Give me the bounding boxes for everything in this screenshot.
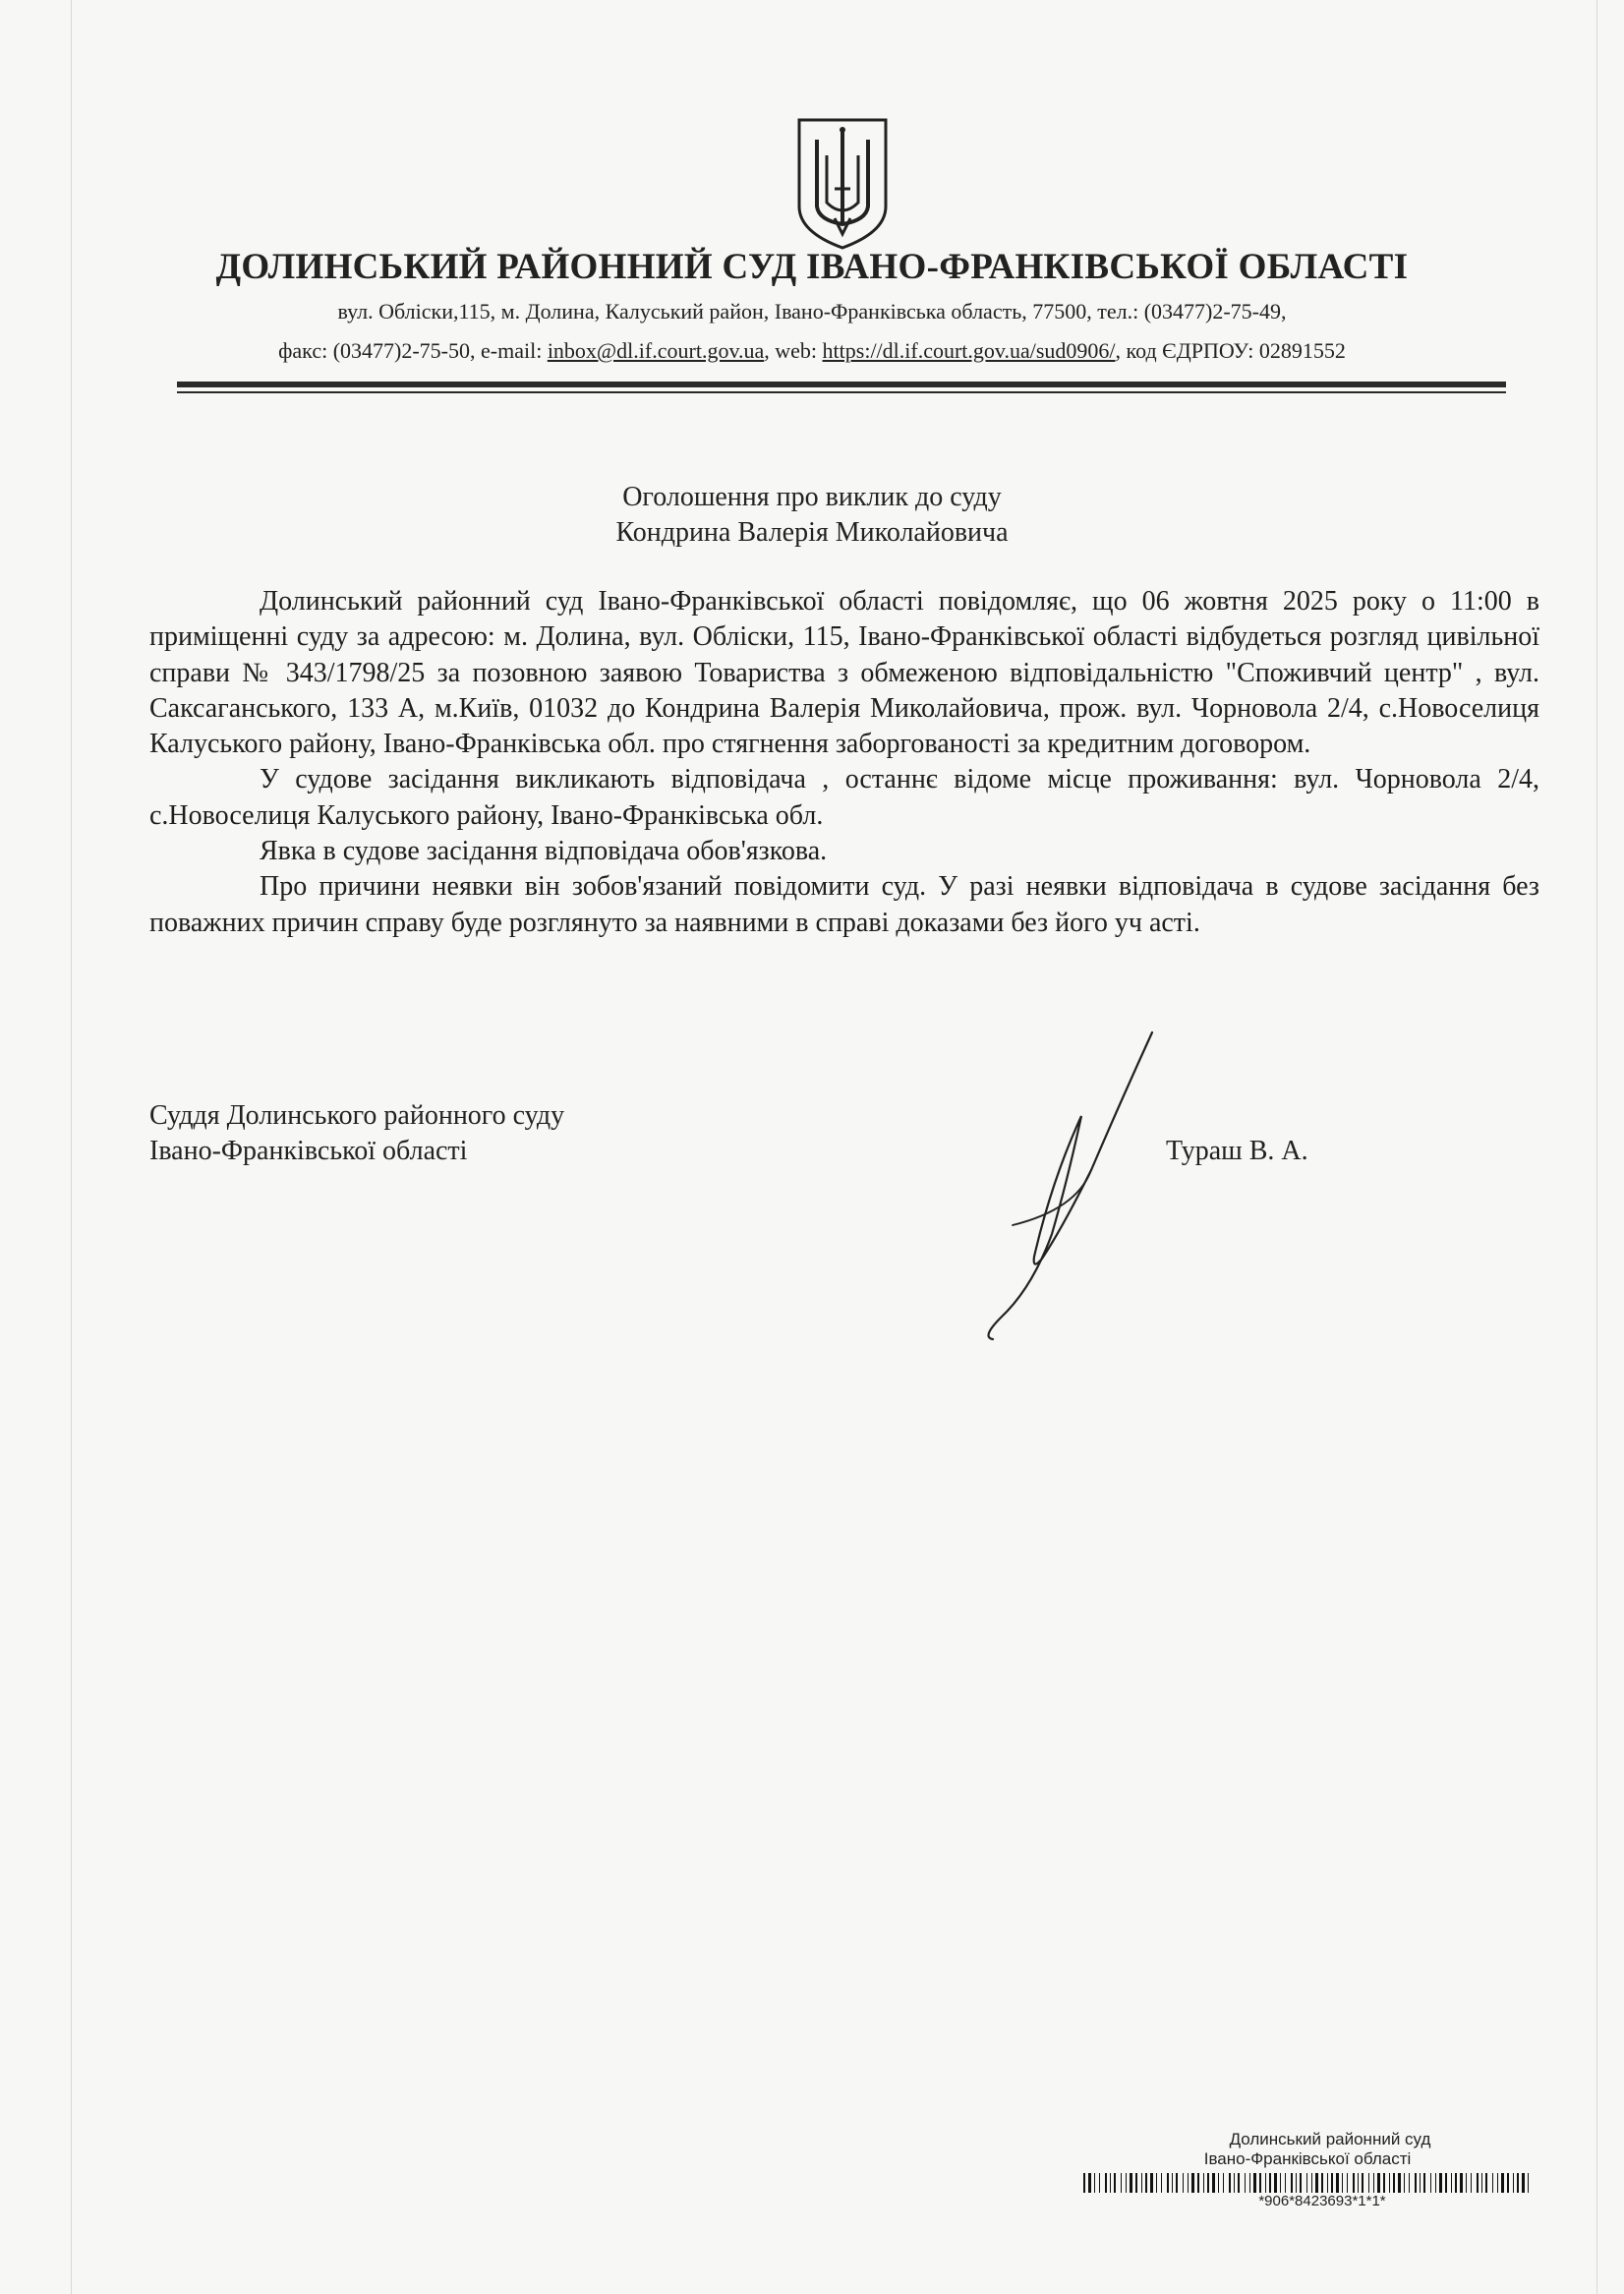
header-divider-thin xyxy=(177,391,1506,393)
email-link[interactable]: inbox@dl.if.court.gov.ua xyxy=(547,338,765,363)
stamp-region: Івано-Франківської області xyxy=(1203,2149,1412,2168)
header-divider-thick xyxy=(177,382,1506,387)
barcode-bar xyxy=(1327,2173,1328,2193)
barcode-bar xyxy=(1420,2173,1421,2193)
barcode-bar xyxy=(1460,2173,1463,2193)
barcode-bar xyxy=(1094,2173,1095,2193)
barcode-bar xyxy=(1176,2173,1178,2193)
barcode-bar xyxy=(1471,2173,1472,2193)
barcode-bar xyxy=(1497,2173,1498,2193)
barcode-bar xyxy=(1280,2173,1281,2193)
barcode-bar xyxy=(1253,2173,1256,2193)
barcode-bar xyxy=(1197,2173,1199,2193)
barcode-bar xyxy=(1517,2173,1519,2193)
barcode-bar xyxy=(1430,2173,1431,2193)
barcode-bar xyxy=(1477,2173,1479,2193)
fax-label: факс: (03477)2-75-50, e-mail: xyxy=(278,338,548,363)
barcode-bar xyxy=(1274,2173,1277,2193)
barcode-bar xyxy=(1398,2173,1401,2193)
barcode-bar xyxy=(1150,2173,1153,2193)
barcode-bar xyxy=(1141,2173,1142,2193)
barcode-bar xyxy=(1234,2173,1235,2193)
barcode-bar xyxy=(1099,2173,1100,2193)
barcode-bar xyxy=(1145,2173,1147,2193)
barcode-bar xyxy=(1451,2173,1452,2193)
barcode-bar xyxy=(1126,2173,1127,2193)
barcode-bar xyxy=(1409,2173,1410,2193)
barcode-bar xyxy=(1315,2173,1318,2193)
judge-role-line1: Суддя Долинського районного суду xyxy=(149,1100,565,1131)
web-link[interactable]: https://dl.if.court.gov.ua/sud0906/ xyxy=(822,338,1116,363)
barcode-bar xyxy=(1528,2173,1529,2193)
barcode-bar xyxy=(1321,2173,1323,2193)
barcode-bar xyxy=(1203,2173,1204,2193)
barcode-bar xyxy=(1306,2173,1307,2193)
barcode-bar xyxy=(1347,2173,1348,2193)
barcode-bar xyxy=(1404,2173,1405,2193)
barcode-bar xyxy=(1172,2173,1173,2193)
barcode-bar xyxy=(1191,2173,1194,2193)
barcode-bar xyxy=(1455,2173,1457,2193)
barcode-bar xyxy=(1265,2173,1266,2193)
barcode-bar xyxy=(1167,2173,1169,2193)
barcode-bar xyxy=(1368,2173,1369,2193)
barcode-bar xyxy=(1466,2173,1467,2193)
body-paragraph: У судове засідання викликають відповідача , останнє відоме місце проживання: вул. Чорновола 2/4, с.Новоселиця Калуського району, Івано-Франківська обл. xyxy=(149,764,1539,831)
judge-role-line2: Івано-Франківської області xyxy=(149,1136,468,1166)
barcode-bar xyxy=(1238,2173,1240,2193)
barcode-bar xyxy=(1389,2173,1390,2193)
barcode-bar xyxy=(1285,2173,1286,2193)
barcode-bar xyxy=(1439,2173,1442,2193)
barcode-bar xyxy=(1114,2173,1116,2193)
notice-person: Кондрина Валерія Миколайовича xyxy=(615,517,1009,548)
barcode-bar xyxy=(1393,2173,1395,2193)
notice-body xyxy=(149,584,1539,941)
barcode-bar xyxy=(1342,2173,1343,2193)
barcode-bar xyxy=(1435,2173,1436,2193)
barcode-bar xyxy=(1121,2173,1122,2193)
barcode-bar xyxy=(1311,2173,1312,2193)
body-paragraph: Про причини неявки він зобов'язаний повідомити суд. У разі неявки відповідача в судове засідання без поважних причин справу буде розглянуто за наявними в справі доказами без його уч асті. xyxy=(149,871,1539,938)
barcode-bar xyxy=(1336,2173,1339,2193)
barcode-bar xyxy=(1088,2173,1091,2193)
barcode-bar xyxy=(1423,2173,1425,2193)
barcode-bar xyxy=(1501,2173,1504,2193)
barcode-bar xyxy=(1245,2173,1246,2193)
court-title: ДОЛИНСЬКИЙ РАЙОННИЙ СУД ІВАНО-ФРАНКІВСЬКОЇ ОБЛАСТІ xyxy=(215,247,1409,287)
barcode-bar xyxy=(1130,2173,1132,2193)
barcode-bar xyxy=(1353,2173,1355,2193)
barcode-bar xyxy=(1445,2173,1447,2193)
barcode-bar xyxy=(1481,2173,1482,2193)
barcode-bar xyxy=(1492,2173,1493,2193)
barcode-bar xyxy=(1188,2173,1189,2193)
barcode-bar xyxy=(1135,2173,1137,2193)
barcode-bar xyxy=(1083,2173,1085,2193)
barcode xyxy=(1081,2173,1534,2193)
barcode-bar xyxy=(1415,2173,1417,2193)
barcode-bar xyxy=(1291,2173,1293,2193)
barcode-bar xyxy=(1110,2173,1111,2193)
barcode-bar xyxy=(1156,2173,1157,2193)
barcode-bar xyxy=(1218,2173,1219,2193)
barcode-bar xyxy=(1377,2173,1380,2193)
barcode-bar xyxy=(1373,2173,1374,2193)
barcode-number: *906*8423693*1*1* xyxy=(1258,2193,1386,2209)
barcode-bar xyxy=(1212,2173,1215,2193)
barcode-bar xyxy=(1161,2173,1162,2193)
edrpou-code: , код ЄДРПОУ: 02891552 xyxy=(1115,338,1346,363)
barcode-bar xyxy=(1358,2173,1359,2193)
barcode-bar xyxy=(1522,2173,1525,2193)
web-label: , web: xyxy=(764,338,823,363)
stamp-court-name: Долинський районний суд xyxy=(1229,2130,1431,2148)
body-paragraph: Явка в судове засідання відповідача обов'язкова. xyxy=(260,836,828,867)
court-address: вул. Обліски,115, м. Долина, Калуський район, Івано-Франківська область, 77500, тел.: (03477)2-75-49, xyxy=(337,299,1287,324)
coat-of-arms-icon xyxy=(795,116,890,252)
barcode-bar xyxy=(1485,2173,1487,2193)
barcode-bar xyxy=(1362,2173,1363,2193)
judge-name: Тураш В. А. xyxy=(1166,1136,1308,1166)
barcode-bar xyxy=(1507,2173,1509,2193)
barcode-bar xyxy=(1229,2173,1231,2193)
barcode-bar xyxy=(1223,2173,1224,2193)
barcode-bar xyxy=(1249,2173,1250,2193)
handwritten-signature xyxy=(973,1023,1170,1347)
barcode-bar xyxy=(1300,2173,1302,2193)
court-contacts xyxy=(0,338,1624,364)
barcode-bar xyxy=(1183,2173,1184,2193)
barcode-bar xyxy=(1331,2173,1333,2193)
judge-role xyxy=(149,1098,564,1169)
barcode-bar xyxy=(1269,2173,1271,2193)
barcode-bar xyxy=(1513,2173,1514,2193)
barcode-bar xyxy=(1105,2173,1107,2193)
notice-title: Оголошення про виклик до суду xyxy=(622,482,1002,512)
barcode-bar xyxy=(1259,2173,1261,2193)
body-paragraph: Долинський районний суд Івано-Франківської області повідомляє, що 06 жовтня 2025 року о 11:00 в приміщенні суду за адресою: м. Долина, вул. Обліски, 115, Івано-Франківської області відбудеться розгляд цивільної справи № 343/1798/25 за позовною заявою Товариства з обмеженою відповідальністю "Споживчий центр" , вул. Саксаганського, 133 А, м.Київ, 01032 до Кондрина Валерія Миколайовича, прож. вул. Чорновола 2/4, с.Новоселиця Калуського району, Івано-Франківська обл. про стягнення заборгованості за кредитним договором. xyxy=(149,586,1539,760)
barcode-bar xyxy=(1383,2173,1385,2193)
registry-stamp xyxy=(1081,2130,1534,2209)
barcode-bar xyxy=(1296,2173,1297,2193)
barcode-bar xyxy=(1207,2173,1209,2193)
